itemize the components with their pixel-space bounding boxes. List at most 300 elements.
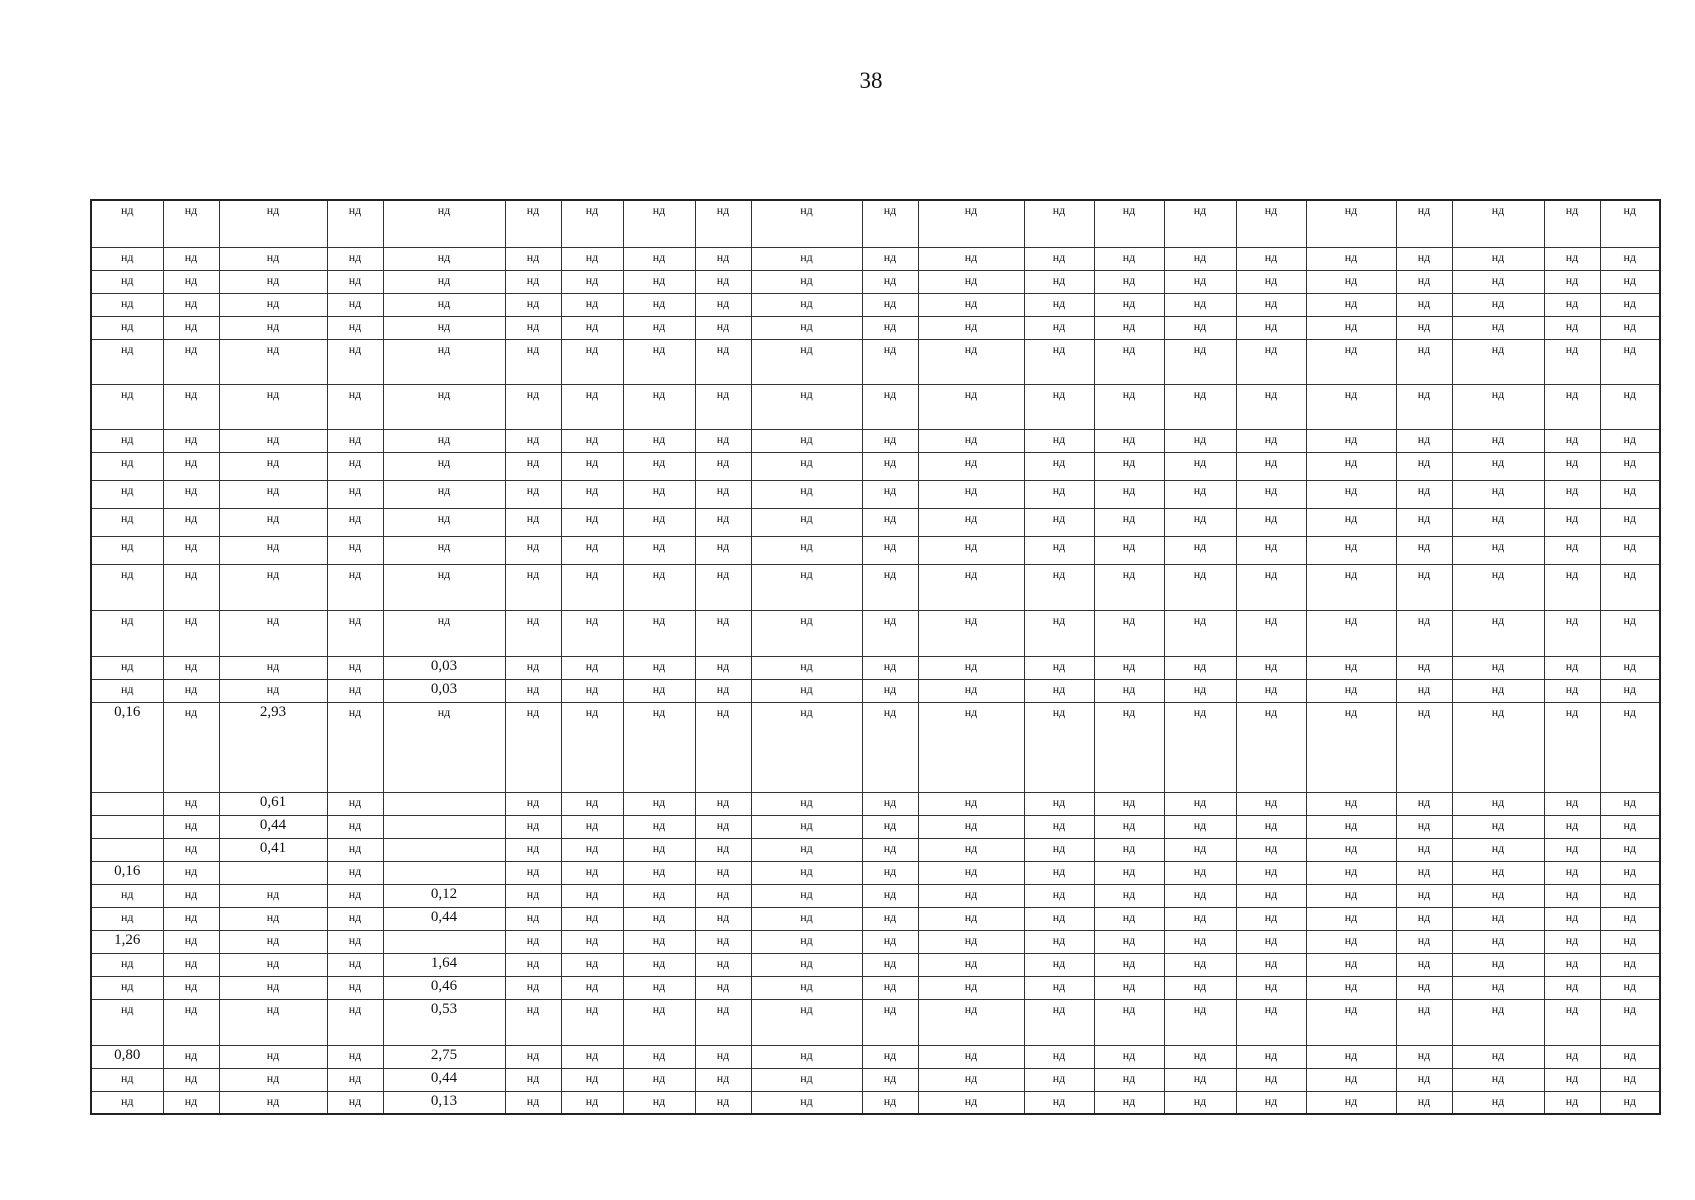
table-cell: нд — [327, 976, 383, 999]
table-cell: нд — [561, 508, 623, 536]
table-cell: нд — [91, 247, 163, 270]
table-cell: нд — [219, 930, 327, 953]
table-cell: нд — [561, 247, 623, 270]
table-cell: нд — [1544, 838, 1600, 861]
table-cell: нд — [219, 429, 327, 452]
table-cell: нд — [695, 976, 751, 999]
table-cell: нд — [1306, 316, 1396, 339]
table-cell: нд — [1396, 564, 1452, 610]
table-cell: нд — [1164, 610, 1236, 656]
data-table-body — [91, 200, 1660, 1114]
table-cell: нд — [862, 1045, 918, 1068]
table-cell: нд — [1306, 679, 1396, 702]
table-cell: нд — [1306, 792, 1396, 815]
table-cell: нд — [1306, 339, 1396, 384]
table-cell: нд — [751, 564, 862, 610]
table-cell: нд — [751, 247, 862, 270]
table-cell: нд — [383, 480, 505, 508]
table-cell: нд — [1164, 339, 1236, 384]
table-cell: нд — [561, 536, 623, 564]
table-cell: нд — [219, 564, 327, 610]
table-cell: нд — [918, 1068, 1024, 1091]
table-cell: нд — [1306, 884, 1396, 907]
table-cell: нд — [91, 200, 163, 247]
table-cell: нд — [1544, 564, 1600, 610]
table-row — [91, 339, 1660, 384]
table-cell: нд — [862, 247, 918, 270]
table-cell: нд — [623, 1045, 695, 1068]
table-cell: нд — [623, 270, 695, 293]
table-cell: нд — [1544, 702, 1600, 792]
table-cell: нд — [327, 1091, 383, 1114]
table-cell: нд — [163, 316, 219, 339]
table-cell: нд — [1544, 953, 1600, 976]
table-cell: нд — [918, 564, 1024, 610]
table-cell: нд — [862, 702, 918, 792]
table-cell: нд — [918, 656, 1024, 679]
table-cell: нд — [505, 999, 561, 1045]
table-cell: нд — [1024, 339, 1094, 384]
table-cell: нд — [751, 316, 862, 339]
table-cell: нд — [1024, 316, 1094, 339]
table-cell: нд — [505, 270, 561, 293]
table-cell: нд — [1544, 452, 1600, 480]
table-cell: нд — [91, 999, 163, 1045]
table-cell: нд — [1396, 884, 1452, 907]
table-cell: нд — [219, 316, 327, 339]
table-cell: 0,61 — [219, 792, 327, 815]
table-cell: нд — [751, 884, 862, 907]
table-cell: нд — [918, 339, 1024, 384]
table-cell: нд — [219, 1045, 327, 1068]
table-cell: 0,16 — [91, 861, 163, 884]
table-cell: 0,53 — [383, 999, 505, 1045]
table-cell: нд — [505, 953, 561, 976]
table-cell: нд — [1544, 536, 1600, 564]
table-cell: нд — [219, 610, 327, 656]
table-cell: нд — [327, 316, 383, 339]
table-cell: нд — [918, 976, 1024, 999]
table-cell: нд — [695, 293, 751, 316]
table-cell: нд — [918, 316, 1024, 339]
table-cell: нд — [1544, 293, 1600, 316]
table-cell: нд — [1600, 838, 1660, 861]
table-cell: нд — [1094, 200, 1164, 247]
table-cell: нд — [1094, 930, 1164, 953]
table-cell: нд — [1094, 861, 1164, 884]
table-cell: нд — [1164, 815, 1236, 838]
table-cell: нд — [219, 1091, 327, 1114]
table-cell: нд — [751, 815, 862, 838]
table-cell: нд — [91, 293, 163, 316]
table-cell: нд — [1306, 1045, 1396, 1068]
table-row — [91, 1068, 1660, 1091]
table-cell — [91, 815, 163, 838]
table-cell: нд — [1236, 610, 1306, 656]
table-cell: нд — [695, 815, 751, 838]
table-cell: нд — [91, 480, 163, 508]
table-cell: нд — [1452, 930, 1544, 953]
table-cell: нд — [1164, 1068, 1236, 1091]
table-cell: нд — [1094, 339, 1164, 384]
table-cell: нд — [1600, 384, 1660, 429]
table-cell: нд — [561, 316, 623, 339]
table-cell: нд — [1544, 976, 1600, 999]
table-cell: нд — [918, 792, 1024, 815]
table-cell: нд — [862, 610, 918, 656]
table-cell: нд — [1024, 838, 1094, 861]
table-cell: нд — [219, 384, 327, 429]
table-cell: нд — [1306, 429, 1396, 452]
table-cell: нд — [505, 452, 561, 480]
table-cell: 2,75 — [383, 1045, 505, 1068]
table-cell: нд — [918, 293, 1024, 316]
table-cell: нд — [751, 384, 862, 429]
table-cell: 0,44 — [383, 1068, 505, 1091]
table-cell: нд — [91, 610, 163, 656]
table-cell: нд — [623, 861, 695, 884]
table-cell: нд — [1544, 1091, 1600, 1114]
table-cell: нд — [219, 536, 327, 564]
table-cell: нд — [1452, 656, 1544, 679]
table-cell: нд — [623, 930, 695, 953]
table-cell: нд — [751, 976, 862, 999]
table-cell: нд — [327, 429, 383, 452]
table-cell: нд — [219, 270, 327, 293]
table-cell: нд — [623, 792, 695, 815]
table-cell: нд — [561, 452, 623, 480]
table-cell: нд — [163, 508, 219, 536]
table-cell: нд — [1164, 976, 1236, 999]
table-cell: нд — [918, 429, 1024, 452]
table-cell: нд — [327, 293, 383, 316]
table-cell: нд — [1094, 270, 1164, 293]
table-cell: нд — [505, 861, 561, 884]
table-cell: нд — [1452, 536, 1544, 564]
table-cell: нд — [862, 1091, 918, 1114]
table-cell: нд — [163, 999, 219, 1045]
table-cell: 0,41 — [219, 838, 327, 861]
table-cell: нд — [695, 339, 751, 384]
table-cell: нд — [383, 508, 505, 536]
table-cell: нд — [383, 702, 505, 792]
table-cell: нд — [695, 907, 751, 930]
table-cell: нд — [862, 384, 918, 429]
table-cell: нд — [327, 792, 383, 815]
table-row — [91, 316, 1660, 339]
table-cell: нд — [383, 339, 505, 384]
table-cell: нд — [1306, 384, 1396, 429]
table-cell: нд — [1452, 838, 1544, 861]
table-cell: нд — [1396, 339, 1452, 384]
table-cell: нд — [1544, 815, 1600, 838]
table-cell: нд — [1600, 815, 1660, 838]
table-cell: нд — [1164, 508, 1236, 536]
table-cell: нд — [1094, 1068, 1164, 1091]
table-cell: нд — [1164, 679, 1236, 702]
table-cell: нд — [1094, 508, 1164, 536]
table-cell: нд — [1600, 656, 1660, 679]
table-cell: нд — [1164, 452, 1236, 480]
table-cell: нд — [1452, 429, 1544, 452]
table-cell: нд — [1024, 247, 1094, 270]
table-cell: нд — [561, 339, 623, 384]
table-cell: нд — [1094, 316, 1164, 339]
table-cell: нд — [383, 293, 505, 316]
table-cell: нд — [751, 702, 862, 792]
table-cell: нд — [1024, 999, 1094, 1045]
table-cell: нд — [623, 610, 695, 656]
table-cell: нд — [1306, 976, 1396, 999]
table-cell: нд — [1024, 861, 1094, 884]
table-cell: 0,13 — [383, 1091, 505, 1114]
table-cell: нд — [918, 200, 1024, 247]
table-cell: нд — [1024, 792, 1094, 815]
table-cell: нд — [862, 508, 918, 536]
table-cell: нд — [91, 679, 163, 702]
table-cell: нд — [1396, 679, 1452, 702]
table-cell: нд — [561, 384, 623, 429]
table-cell: нд — [1600, 1091, 1660, 1114]
table-cell: нд — [1236, 247, 1306, 270]
table-cell: 0,03 — [383, 679, 505, 702]
table-cell — [383, 792, 505, 815]
table-cell: нд — [623, 976, 695, 999]
table-cell: 0,44 — [383, 907, 505, 930]
table-row — [91, 247, 1660, 270]
table-cell: нд — [918, 480, 1024, 508]
table-cell: нд — [1236, 429, 1306, 452]
table-cell: нд — [1236, 1068, 1306, 1091]
table-cell: нд — [695, 656, 751, 679]
table-cell: нд — [505, 1091, 561, 1114]
table-cell: нд — [862, 679, 918, 702]
table-cell: нд — [1396, 1045, 1452, 1068]
table-cell: нд — [1164, 293, 1236, 316]
table-cell: нд — [327, 930, 383, 953]
table-cell: нд — [862, 1068, 918, 1091]
table-row — [91, 293, 1660, 316]
table-cell: нд — [1306, 702, 1396, 792]
table-cell: нд — [163, 976, 219, 999]
table-cell: нд — [561, 293, 623, 316]
table-cell: нд — [561, 1068, 623, 1091]
table-cell: нд — [751, 1045, 862, 1068]
table-cell: нд — [1236, 838, 1306, 861]
table-cell: нд — [505, 610, 561, 656]
table-cell: нд — [918, 999, 1024, 1045]
table-cell: нд — [163, 679, 219, 702]
table-cell: нд — [1452, 1091, 1544, 1114]
table-cell: нд — [327, 884, 383, 907]
table-cell: нд — [623, 999, 695, 1045]
table-cell: нд — [1024, 1068, 1094, 1091]
table-cell — [91, 838, 163, 861]
table-cell: нд — [327, 247, 383, 270]
table-cell: нд — [163, 452, 219, 480]
table-cell — [91, 792, 163, 815]
table-cell: нд — [91, 452, 163, 480]
table-cell: нд — [862, 270, 918, 293]
table-cell: нд — [1094, 384, 1164, 429]
table-cell: нд — [918, 384, 1024, 429]
table-cell: нд — [219, 452, 327, 480]
table-cell: нд — [1396, 1068, 1452, 1091]
table-cell: нд — [1094, 884, 1164, 907]
table-cell: нд — [1600, 536, 1660, 564]
table-cell: нд — [918, 508, 1024, 536]
table-cell: нд — [1544, 247, 1600, 270]
table-cell: нд — [918, 610, 1024, 656]
table-cell: нд — [561, 884, 623, 907]
table-cell: нд — [1544, 339, 1600, 384]
table-cell: нд — [1544, 429, 1600, 452]
table-cell: нд — [918, 815, 1024, 838]
table-cell: нд — [1094, 907, 1164, 930]
table-cell: нд — [1396, 452, 1452, 480]
table-cell: нд — [1236, 452, 1306, 480]
table-cell: нд — [91, 508, 163, 536]
table-cell: нд — [163, 610, 219, 656]
table-cell: нд — [1600, 508, 1660, 536]
table-cell: нд — [918, 953, 1024, 976]
table-cell: нд — [1600, 339, 1660, 384]
table-cell: нд — [327, 953, 383, 976]
table-cell: нд — [918, 907, 1024, 930]
table-cell: нд — [383, 247, 505, 270]
table-cell: нд — [1236, 953, 1306, 976]
table-cell: нд — [695, 702, 751, 792]
table-cell: нд — [219, 293, 327, 316]
table-cell: нд — [1024, 907, 1094, 930]
table-cell: нд — [1544, 656, 1600, 679]
table-cell: нд — [327, 452, 383, 480]
table-cell: нд — [695, 480, 751, 508]
table-cell: нд — [1396, 200, 1452, 247]
table-cell — [219, 861, 327, 884]
table-cell: нд — [1024, 679, 1094, 702]
table-cell: нд — [561, 429, 623, 452]
table-cell: нд — [1452, 976, 1544, 999]
table-cell: нд — [1306, 564, 1396, 610]
table-cell: нд — [219, 339, 327, 384]
table-cell: нд — [1396, 702, 1452, 792]
table-cell: нд — [383, 429, 505, 452]
table-cell: нд — [1544, 508, 1600, 536]
table-cell: нд — [695, 861, 751, 884]
table-cell: нд — [1306, 200, 1396, 247]
table-cell: нд — [695, 679, 751, 702]
table-cell: нд — [1600, 270, 1660, 293]
table-cell: нд — [862, 316, 918, 339]
table-cell: нд — [751, 480, 862, 508]
table-cell: нд — [1396, 247, 1452, 270]
table-cell: нд — [1024, 429, 1094, 452]
table-cell: нд — [163, 815, 219, 838]
table-cell: нд — [561, 861, 623, 884]
table-cell: нд — [1396, 815, 1452, 838]
table-cell: нд — [383, 270, 505, 293]
table-cell: нд — [1452, 316, 1544, 339]
table-cell: нд — [1164, 1091, 1236, 1114]
table-cell: нд — [862, 953, 918, 976]
table-cell: нд — [1094, 610, 1164, 656]
table-cell: нд — [1236, 480, 1306, 508]
table-cell: нд — [623, 200, 695, 247]
table-cell: нд — [751, 200, 862, 247]
table-cell: нд — [1452, 792, 1544, 815]
table-cell: 0,03 — [383, 656, 505, 679]
table-row — [91, 861, 1660, 884]
table-row — [91, 907, 1660, 930]
table-cell: нд — [1396, 792, 1452, 815]
table-cell: нд — [1544, 884, 1600, 907]
table-cell: нд — [383, 564, 505, 610]
table-cell: нд — [1236, 316, 1306, 339]
table-cell: нд — [1094, 976, 1164, 999]
table-cell: нд — [383, 536, 505, 564]
table-cell: нд — [163, 702, 219, 792]
table-row — [91, 1045, 1660, 1068]
table-cell: нд — [623, 429, 695, 452]
table-cell: нд — [1452, 247, 1544, 270]
table-cell: нд — [163, 907, 219, 930]
table-cell: нд — [1600, 884, 1660, 907]
table-cell: нд — [1164, 536, 1236, 564]
table-cell: нд — [327, 861, 383, 884]
table-cell: нд — [327, 610, 383, 656]
table-cell: нд — [1164, 270, 1236, 293]
table-cell: нд — [561, 610, 623, 656]
table-cell: нд — [862, 930, 918, 953]
table-cell: нд — [862, 480, 918, 508]
table-row — [91, 930, 1660, 953]
table-cell: нд — [505, 536, 561, 564]
table-cell: нд — [751, 293, 862, 316]
table-cell: нд — [1396, 953, 1452, 976]
table-cell: нд — [1164, 384, 1236, 429]
table-cell: нд — [163, 838, 219, 861]
table-cell: нд — [1544, 270, 1600, 293]
table-row — [91, 838, 1660, 861]
table-cell: нд — [91, 976, 163, 999]
table-cell: нд — [1452, 610, 1544, 656]
table-cell: нд — [1164, 792, 1236, 815]
table-cell: 2,93 — [219, 702, 327, 792]
table-cell: нд — [219, 953, 327, 976]
table-cell: нд — [862, 200, 918, 247]
table-cell: нд — [505, 702, 561, 792]
table-cell: нд — [1544, 907, 1600, 930]
table-cell: нд — [505, 339, 561, 384]
table-row — [91, 999, 1660, 1045]
table-cell: нд — [327, 1068, 383, 1091]
table-cell: нд — [862, 907, 918, 930]
table-cell: нд — [695, 452, 751, 480]
table-cell: нд — [505, 293, 561, 316]
table-cell: нд — [1024, 508, 1094, 536]
table-cell: нд — [918, 452, 1024, 480]
table-cell: нд — [1164, 1045, 1236, 1068]
table-cell: нд — [327, 702, 383, 792]
page-number: 38 — [859, 68, 883, 93]
table-cell: нд — [862, 429, 918, 452]
table-cell: нд — [327, 564, 383, 610]
table-cell: нд — [1164, 861, 1236, 884]
table-cell: нд — [561, 999, 623, 1045]
table-cell: нд — [1396, 861, 1452, 884]
table-cell: нд — [695, 792, 751, 815]
